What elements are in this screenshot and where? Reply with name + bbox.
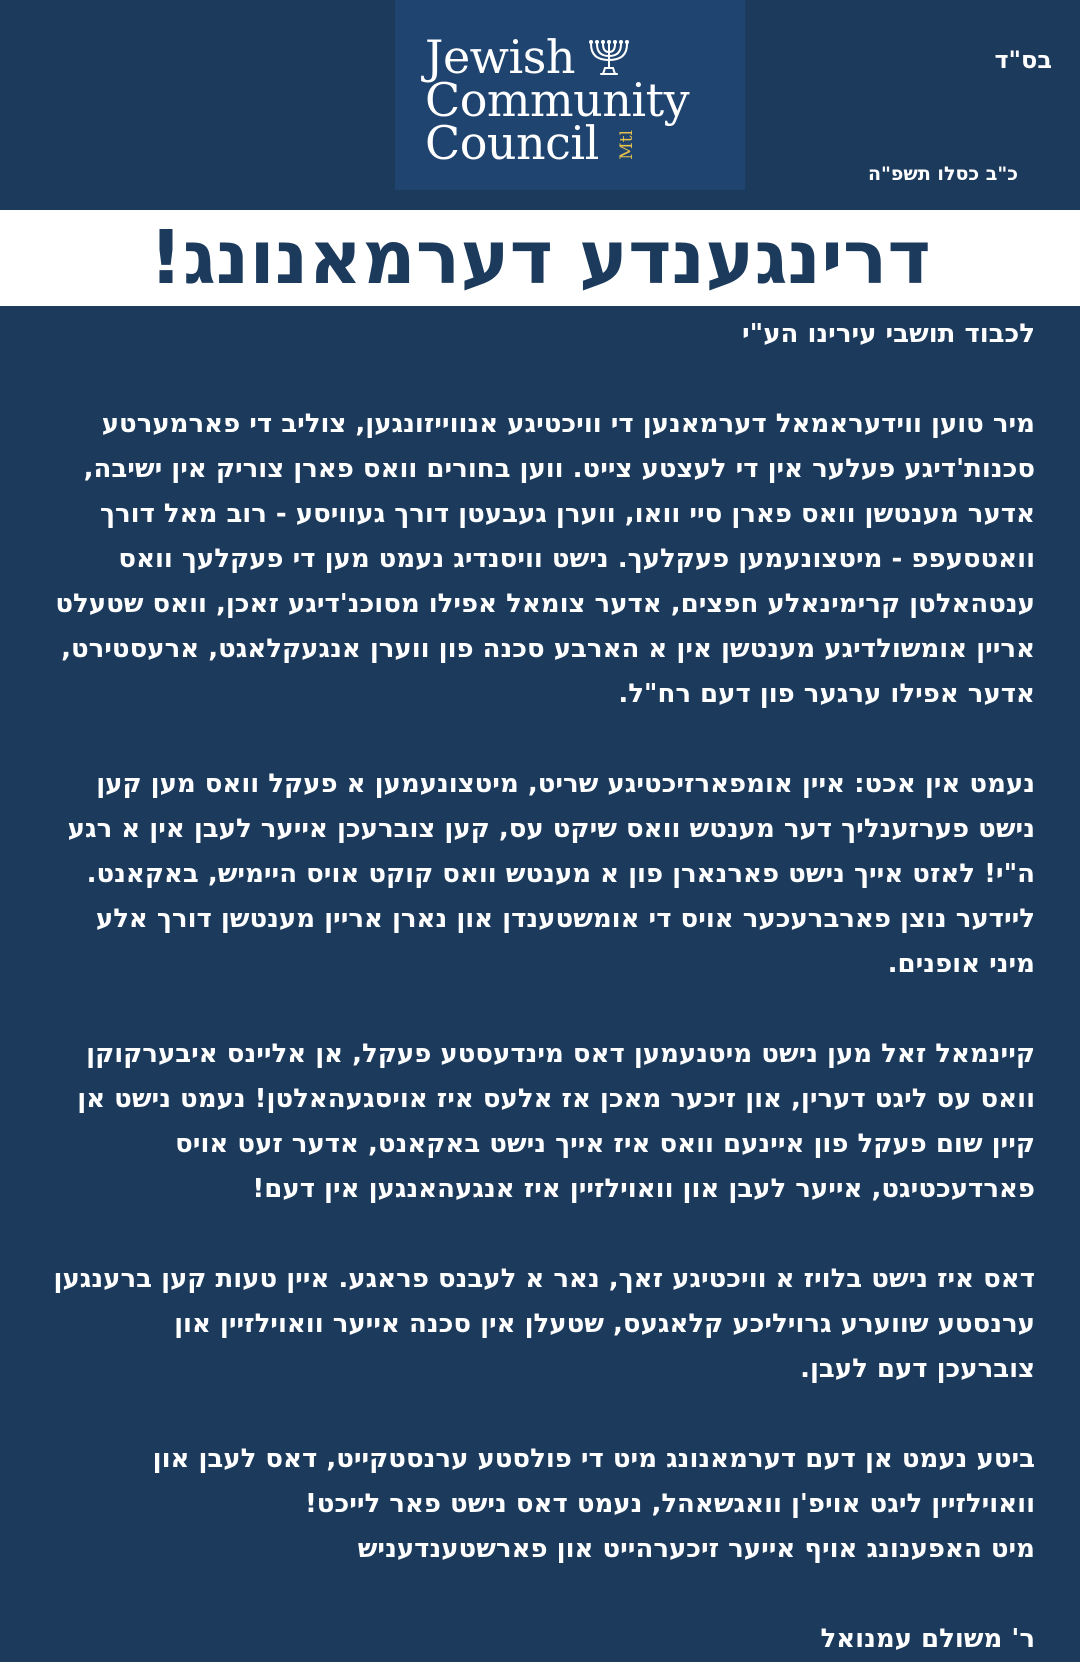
logo-text [425, 30, 690, 170]
paragraph-5 [20, 1437, 1035, 1572]
paragraph-4 [20, 1257, 1035, 1392]
text-line: נעמט אין אכט: איין אומפארזיכטיגע שריט, מיטצונעמען א פעקל וואס מען קען [96, 769, 1035, 799]
logo-line-council: Council [425, 116, 599, 170]
text-line: מיר טוען ווידעראמאל דערמאנען די וויכטיגע אנווייזונגען, צוליב די פארמערטע [101, 409, 1035, 439]
letter-body [20, 312, 1035, 1662]
text-line: אדער מענטשן וואס פארן סיי וואו, ווערן געבעטן דורך געוויסע - רוב מאל דורך [99, 499, 1035, 529]
text-line: וואוילזיין ליגט אויפ'ן וואגשאהל, נעמט דאס נישט פאר לייכט! [304, 1489, 1035, 1519]
text-line: קיין שום פעקל פון איינעם וואס איז אייך נישט באקאנט, אדער זעט אויס [175, 1129, 1035, 1159]
hebrew-date: כ"ב כסלו תשפ"ה [867, 163, 1018, 185]
logo [395, 0, 745, 190]
menorah-icon [585, 38, 633, 78]
text-line: צוברעכן דעם לעבן. [800, 1354, 1035, 1384]
text-line: אדער אפילו ערגער פון דעם רח"ל. [618, 679, 1035, 709]
header [0, 0, 1080, 210]
text-line: אריין אומשולדיגע מענטשן אין א הארבע סכנה פון ווערן אנגעקלאגט, ארעסטירט, [61, 634, 1035, 664]
text-line: מיני אופנים. [887, 949, 1035, 979]
logo-line-jewish: Jewish [425, 30, 575, 84]
bsd-mark: בס"ד [994, 46, 1052, 74]
title-banner [0, 210, 1080, 306]
text-line: וואטסעפפ - מיטצונעמען פעקלעך. נישט וויסנדיג נעמט מען די פעקלעך וואס [118, 544, 1035, 574]
text-line: פארדעכטיגט, אייער לעבן און וואוילזיין איז אנגעהאנגען אין דעם! [252, 1174, 1035, 1204]
text-line: מיט האפענונג אויף אייער זיכערהייט און פארשטענדעניש [357, 1534, 1035, 1564]
page-title: דרינגענדע דערמאנונג! [149, 215, 931, 301]
paragraph-2 [20, 762, 1035, 987]
signature: ר' משולם עמנואל [820, 1624, 1035, 1654]
text-line: נישט פערזענליך דער מענטש וואס שיקט עס, קען צוברעכן אייער לעבן אין א רגע [67, 814, 1035, 844]
paragraph-3 [20, 1032, 1035, 1212]
logo-line-community: Community [425, 73, 690, 127]
text-line: ליידער נוצן פארברעכער אויס די אומשטענדן און נארן אריין מענטשן דורך אלע [95, 904, 1035, 934]
text-line: ה"י! לאזט אייך נישט פארנארן פון א מענטש וואס קוקט אויס היימיש, באקאנט. [86, 859, 1035, 889]
text-line: ענטהאלטן קרימינאלע חפצים, אדער צומאל אפילו מסוכנ'דיגע זאכן, וואס שטעלט [55, 589, 1035, 619]
text-line: ביטע נעמט אן דעם דערמאנונג מיט די פולסטע ערנסטקייט, דאס לעבן און [152, 1444, 1035, 1474]
text-line: וואס עס ליגט דערין, און זיכער מאכן אז אלעס איז אויסגעהאלטן! נעמט נישט אן [77, 1084, 1035, 1114]
text-line: קיינמאל זאל מען נישט מיטנעמען דאס מינדעסטע פעקל, אן אליינס איבערקוקן [86, 1039, 1035, 1069]
greeting: לכבוד תושבי עירינו הע"י [742, 319, 1035, 349]
logo-tag: Mtl [617, 130, 637, 160]
text-line: ערנסטע שווערע גרויליכע קלאגעס, שטעלן אין סכנה אייער וואוילזיין און [174, 1309, 1035, 1339]
paragraph-1 [20, 402, 1035, 717]
text-line: סכנות'דיגע פעלער אין די לעצטע צייט. ווען בחורים וואס פארן צוריק אין ישיבה, [83, 454, 1035, 484]
text-line: דאס איז נישט בלויז א וויכטיגע זאך, נאר א לעבנס פראגע. איין טעות קען ברענגען [53, 1264, 1035, 1294]
